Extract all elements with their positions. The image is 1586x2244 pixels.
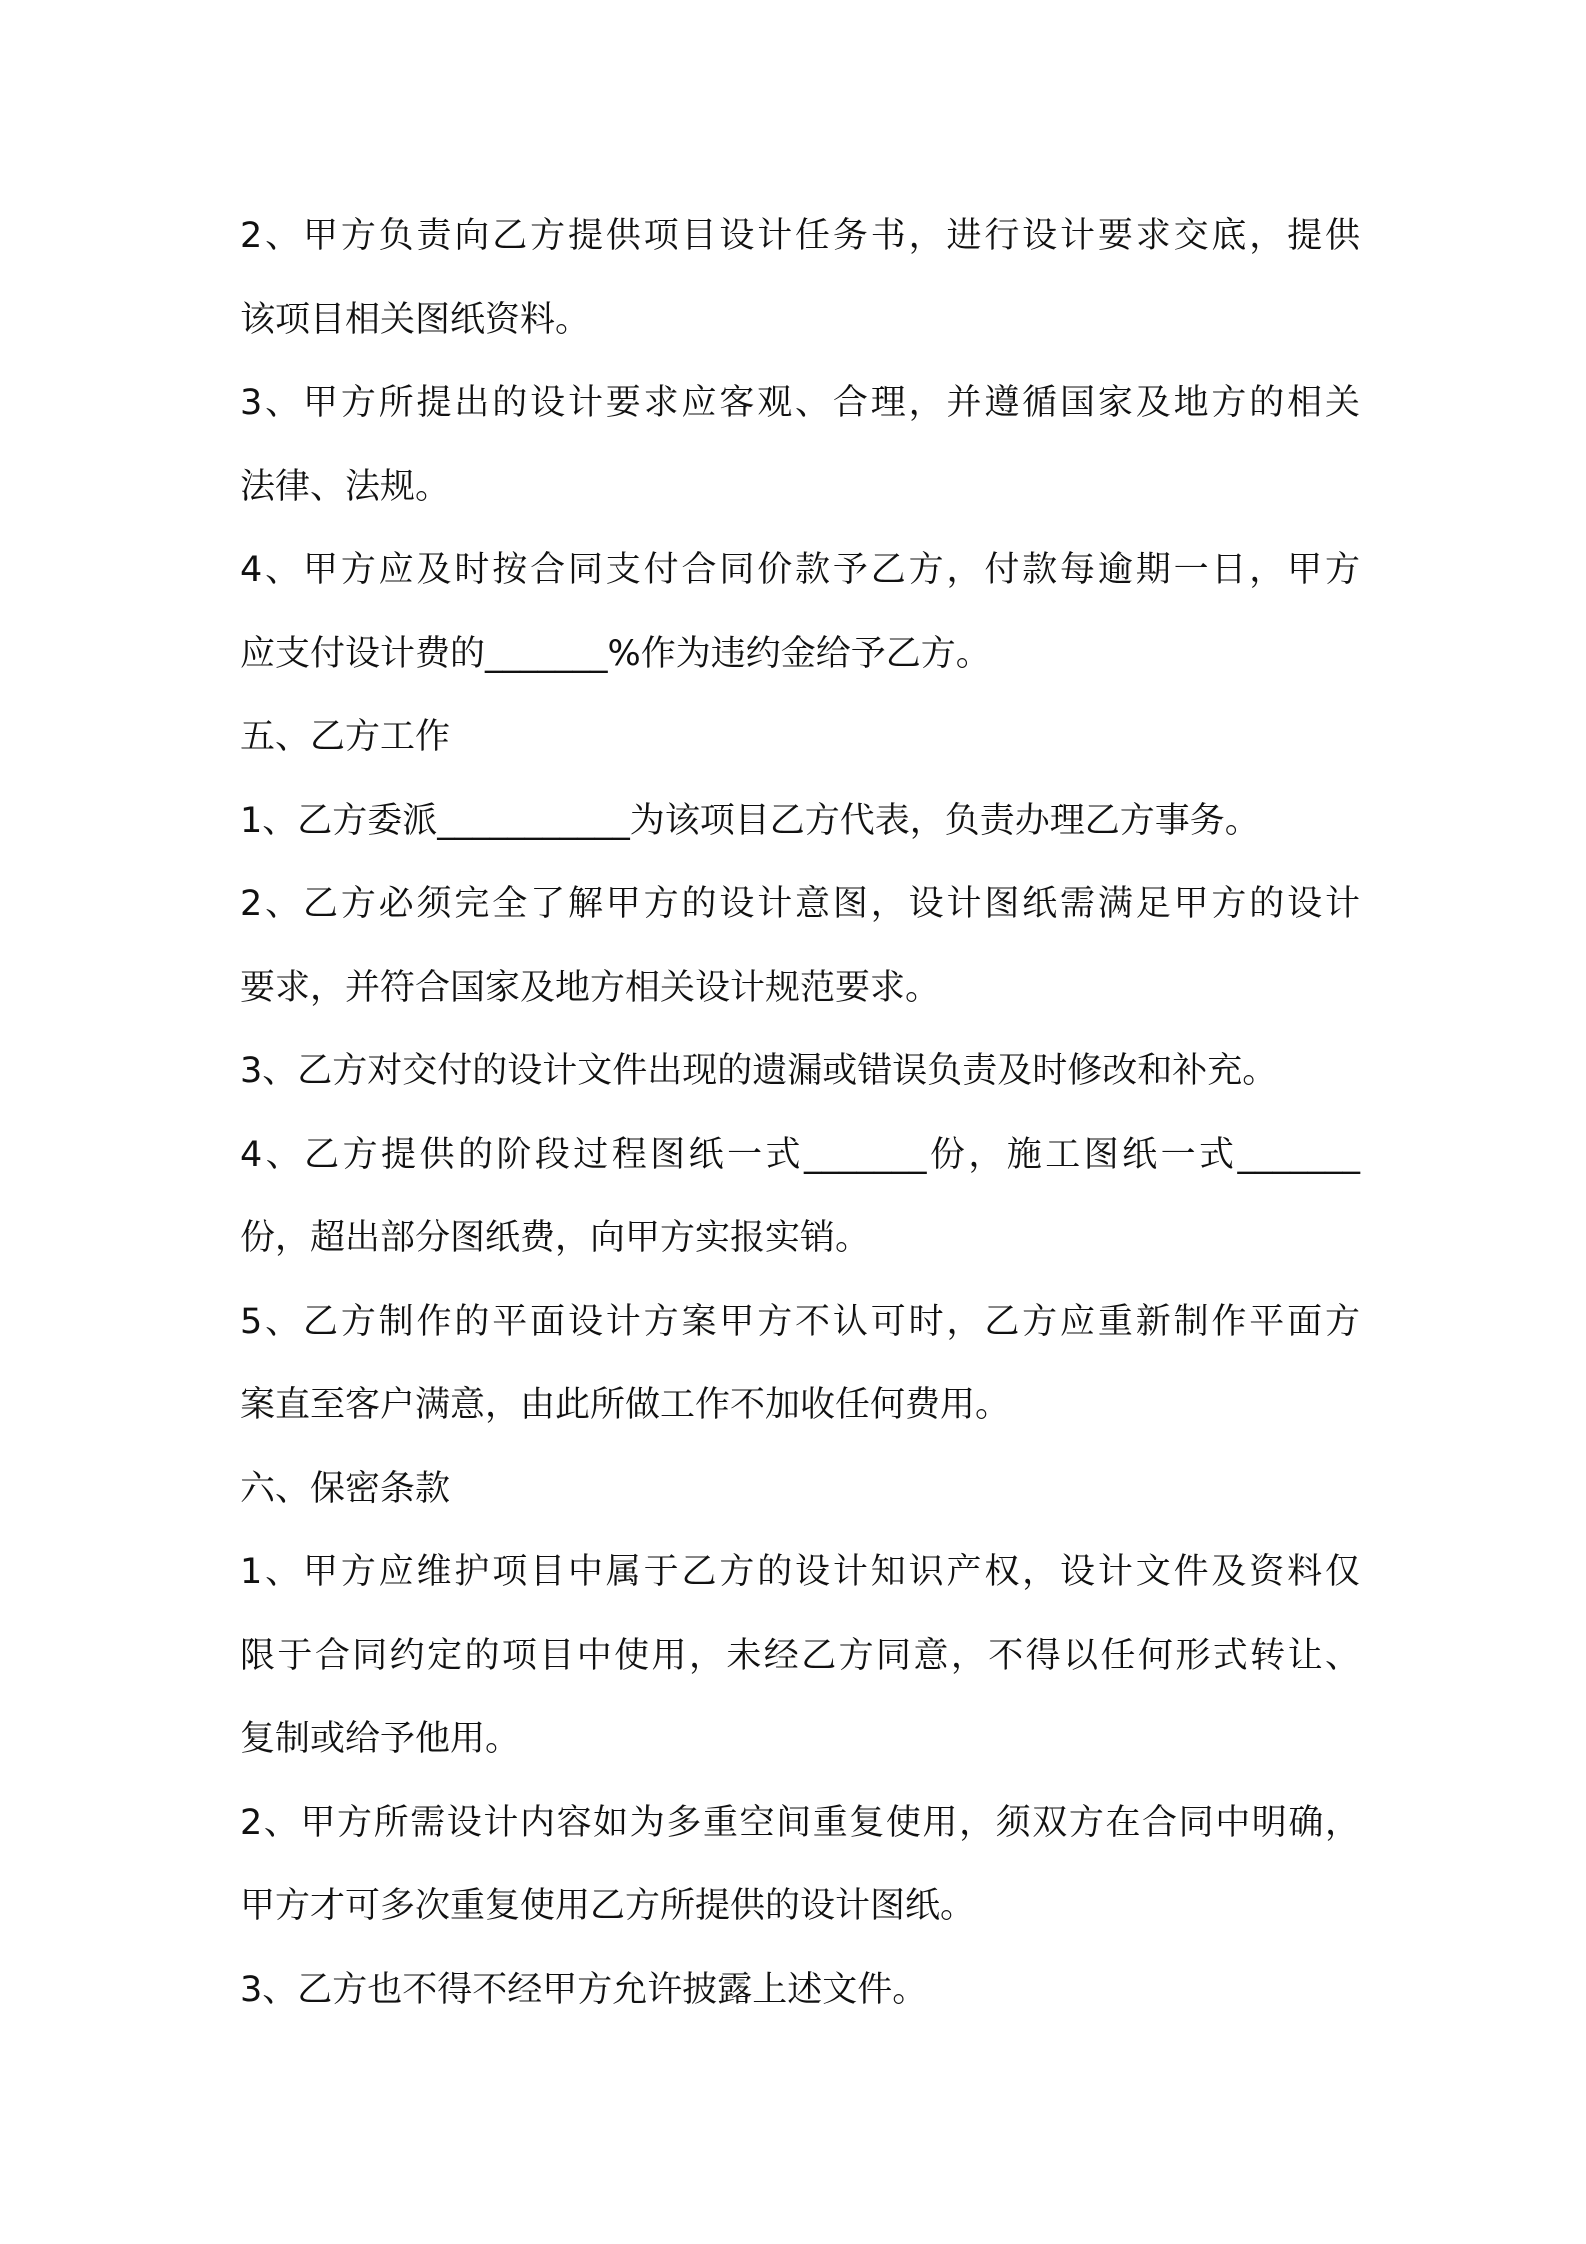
text-line: 3、乙方也不得不经甲方允许披露上述文件。	[240, 1969, 928, 2010]
text-line: 4、甲方应及时按合同支付合同价款予乙方，付款每逾期一日，甲方	[240, 550, 1360, 590]
text-line: 3、乙方对交付的设计文件出现的遗漏或错误负责及时修改和补充。	[240, 1051, 1278, 1091]
text-line: 应支付设计费的_______%作为违约金给予乙方。	[240, 633, 991, 674]
text-line: 案直至客户满意，由此所做工作不加收任何费用。	[240, 1385, 1011, 1425]
section-heading: 六、保密条款	[240, 1468, 451, 1509]
text-line: 份，超出部分图纸费，向甲方实报实销。	[240, 1218, 871, 1258]
text-line: 要求，并符合国家及地方相关设计规范要求。	[240, 967, 941, 1008]
text-line: 5、乙方制作的平面设计方案甲方不认可时，乙方应重新制作平面方	[240, 1301, 1360, 1342]
text-line: 3、甲方所提出的设计要求应客观、合理，并遵循国家及地方的相关	[240, 383, 1360, 423]
text-line: 1、甲方应维护项目中属于乙方的设计知识产权，设计文件及资料仅	[240, 1552, 1360, 1592]
section-heading: 五、乙方工作	[240, 717, 451, 757]
text-line: 甲方才可多次重复使用乙方所提供的设计图纸。	[240, 1886, 976, 1926]
text-line: 2、甲方所需设计内容如为多重空间重复使用，须双方在合同中明确，	[240, 1802, 1360, 1843]
text-line: 限于合同约定的项目中使用，未经乙方同意，不得以任何形式转让、	[240, 1635, 1360, 1676]
text-line: 1、乙方委派___________为该项目乙方代表，负责办理乙方事务。	[240, 800, 1260, 841]
contract-text-body	[240, 195, 1360, 2032]
text-line: 复制或给予他用。	[240, 1719, 521, 1759]
text-line: 2、乙方必须完全了解甲方的设计意图，设计图纸需满足甲方的设计	[240, 884, 1360, 924]
text-line: 2、甲方负责向乙方提供项目设计任务书，进行设计要求交底，提供	[240, 216, 1360, 256]
text-line: 该项目相关图纸资料。	[240, 299, 591, 340]
text-line: 法律、法规。	[240, 466, 451, 507]
text-line: 4、乙方提供的阶段过程图纸一式_______份，施工图纸一式_______	[240, 1134, 1360, 1175]
